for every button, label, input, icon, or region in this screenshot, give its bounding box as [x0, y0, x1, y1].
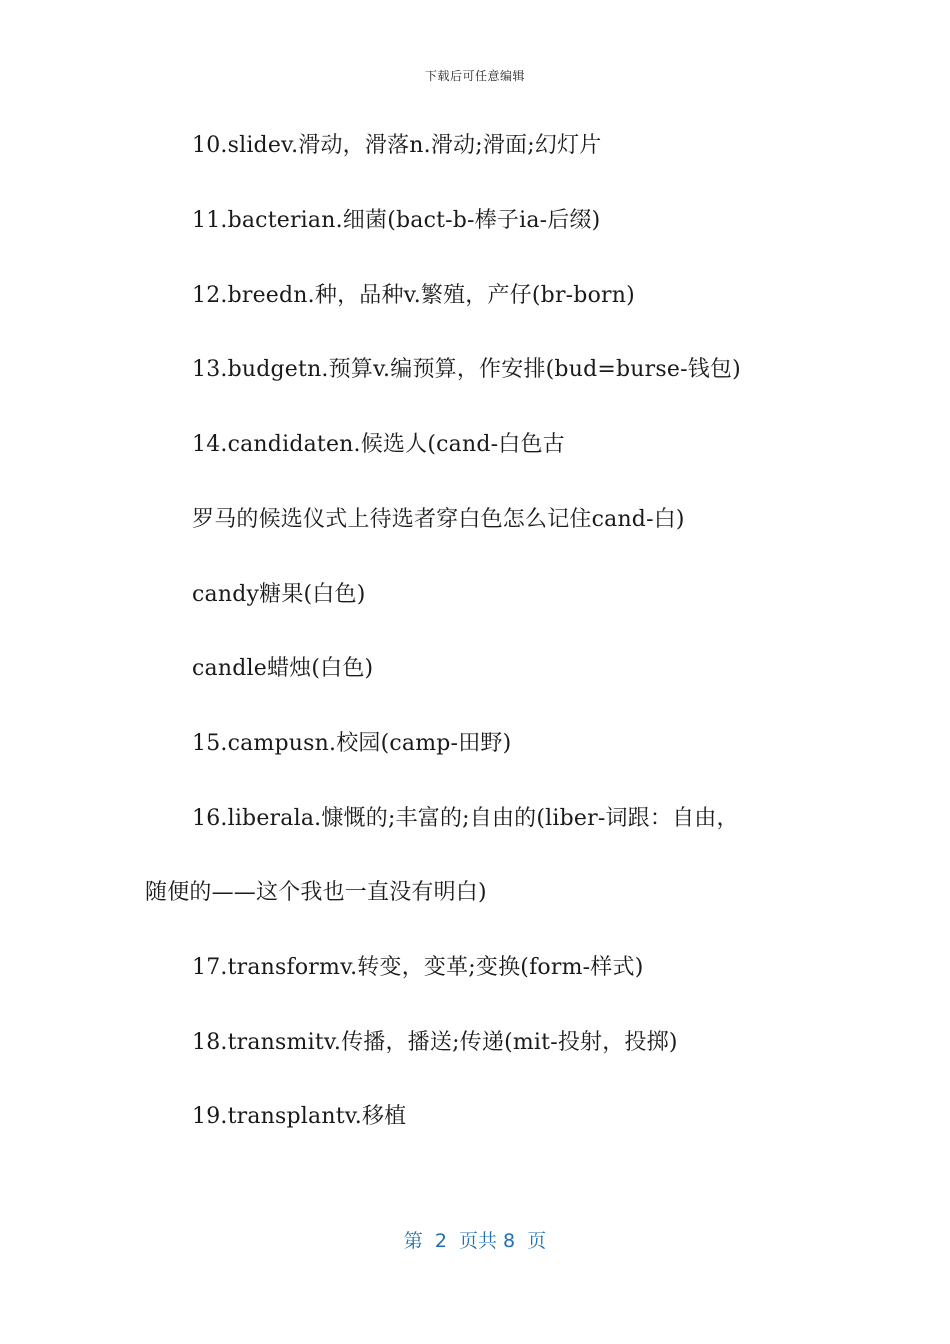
page-number: 第 2 页共 8 页: [403, 1230, 547, 1252]
header-note: 下载后可任意编辑: [424, 69, 525, 83]
vocab-line-18: 18.transmitv.传播，播送;传递(mit-投射，投掷): [192, 1030, 678, 1055]
vocab-line-10: 10.slidev.滑动，滑落n.滑动;滑面;幻灯片: [192, 133, 602, 158]
vocab-line-12: 12.breedn.种，品种v.繁殖，产仔(br-born): [192, 283, 635, 308]
vocab-line-11: 11.bacterian.细菌(bact-b-棒子ia-后缀): [192, 208, 601, 233]
vocab-line-16-cont: 随便的——这个我也一直没有明白): [145, 880, 487, 905]
vocab-line-candle: candle蜡烛(白色): [192, 656, 374, 681]
vocab-line-15: 15.campusn.校园(camp-田野): [192, 731, 512, 756]
vocab-line-14: 14.candidaten.候选人(cand-白色古: [192, 432, 565, 457]
vocab-line-16: 16.liberala.慷慨的;丰富的;自由的(liber-词跟：自由，: [192, 806, 739, 831]
vocab-line-13: 13.budgetn.预算v.编预算，作安排(bud=burse-钱包): [192, 357, 741, 382]
vocab-line-19: 19.transplantv.移植: [192, 1104, 407, 1129]
vocab-line-17: 17.transformv.转变，变革;变换(form-样式): [192, 955, 644, 980]
vocab-line-14-cont: 罗马的候选仪式上待选者穿白色怎么记住cand-白): [192, 507, 685, 532]
vocab-line-candy: candy糖果(白色): [192, 582, 366, 607]
